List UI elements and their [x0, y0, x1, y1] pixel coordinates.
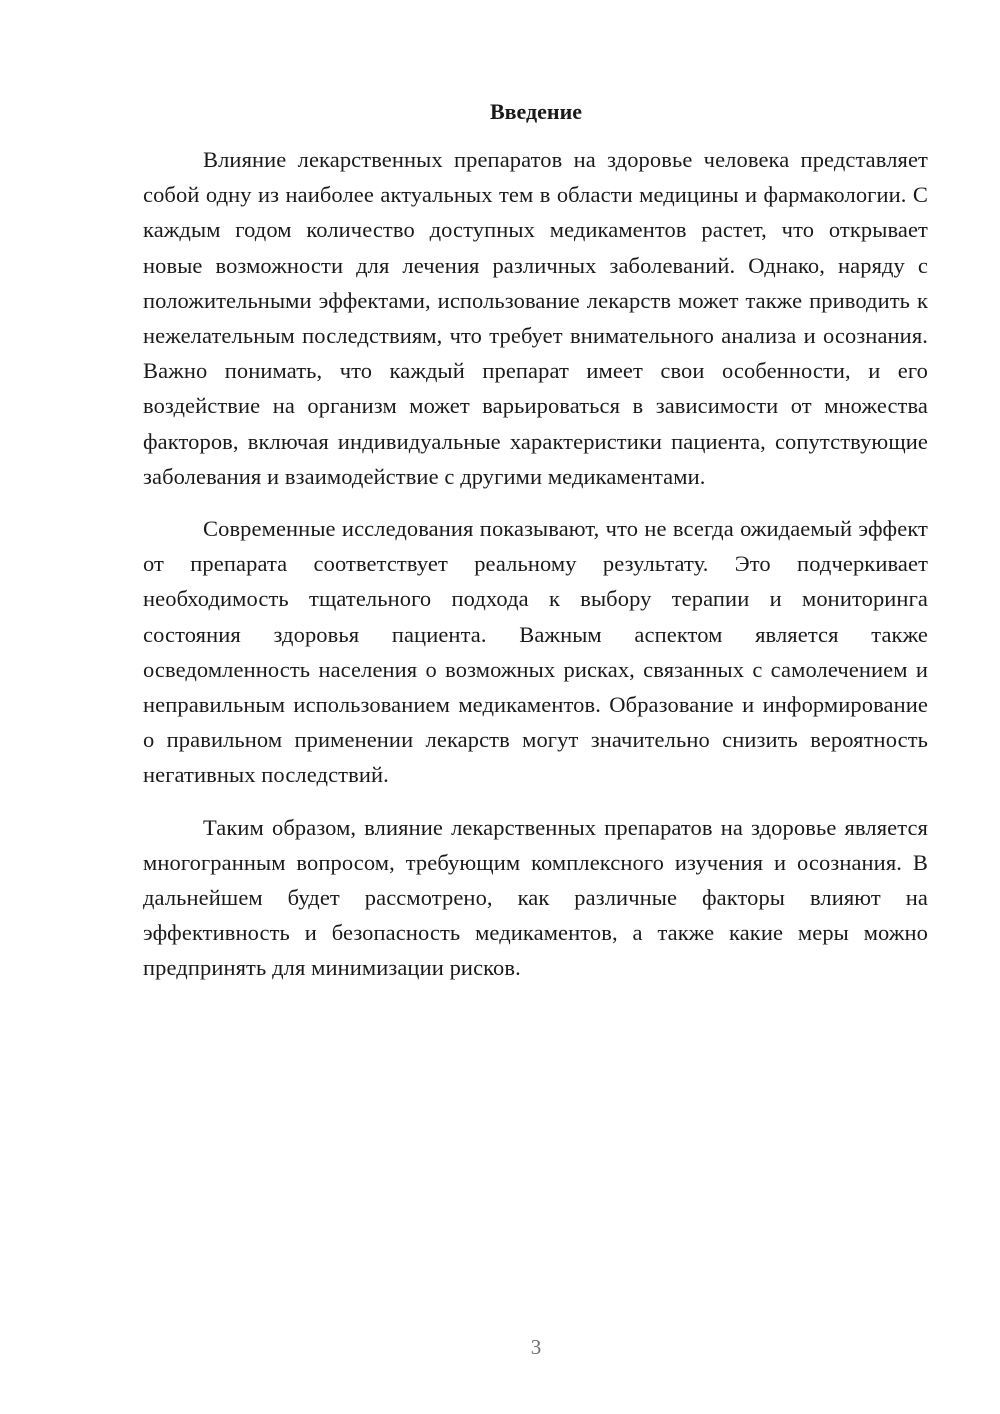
paragraph-3: Таким образом, влияние лекарственных препаратов на здоровье является многогранным вопросом, требующим комплексного изучения и осознания. В дальнейшем будет рассмотрено, как различные факторы влияют на эффективность и безопасность медикаментов, а также какие меры можно предпринять для минимизации рисков. — [143, 814, 928, 981]
section-heading: Введение — [489, 99, 583, 124]
body-text — [143, 142, 928, 1003]
paragraph-1: Влияние лекарственных препаратов на здоровье человека представляет собой одну из наиболее актуальных тем в области медицины и фармакологии. С каждым годом количество доступных медикаментов растет, что открывает новые возможности для лечения различных заболеваний. Однако, наряду с положительными эффектами, использование лекарств может также приводить к нежелательным последствиям, что требует внимательного анализа и осознания. Важно понимать, что каждый препарат имеет свои особенности, и его воздействие на организм может варьироваться в зависимости от множества факторов, включая индивидуальные характеристики пациента, сопутствующие заболевания и взаимодействие с другими медикаментами. — [143, 147, 928, 489]
page-number: 3 — [530, 1335, 542, 1359]
paragraph-2: Современные исследования показывают, что не всегда ожидаемый эффект от препарата соответствует реальному результату. Это подчеркивает необходимость тщательного подхода к выбору терапии и мониторинга состояния здоровья пациента. Важным аспектом является также осведомленность населения о возможных рисках, связанных с самолечением и неправильным использованием медикаментов. Образование и информирование о правильном применении лекарств могут значительно снизить вероятность негативных последствий. — [143, 516, 928, 788]
